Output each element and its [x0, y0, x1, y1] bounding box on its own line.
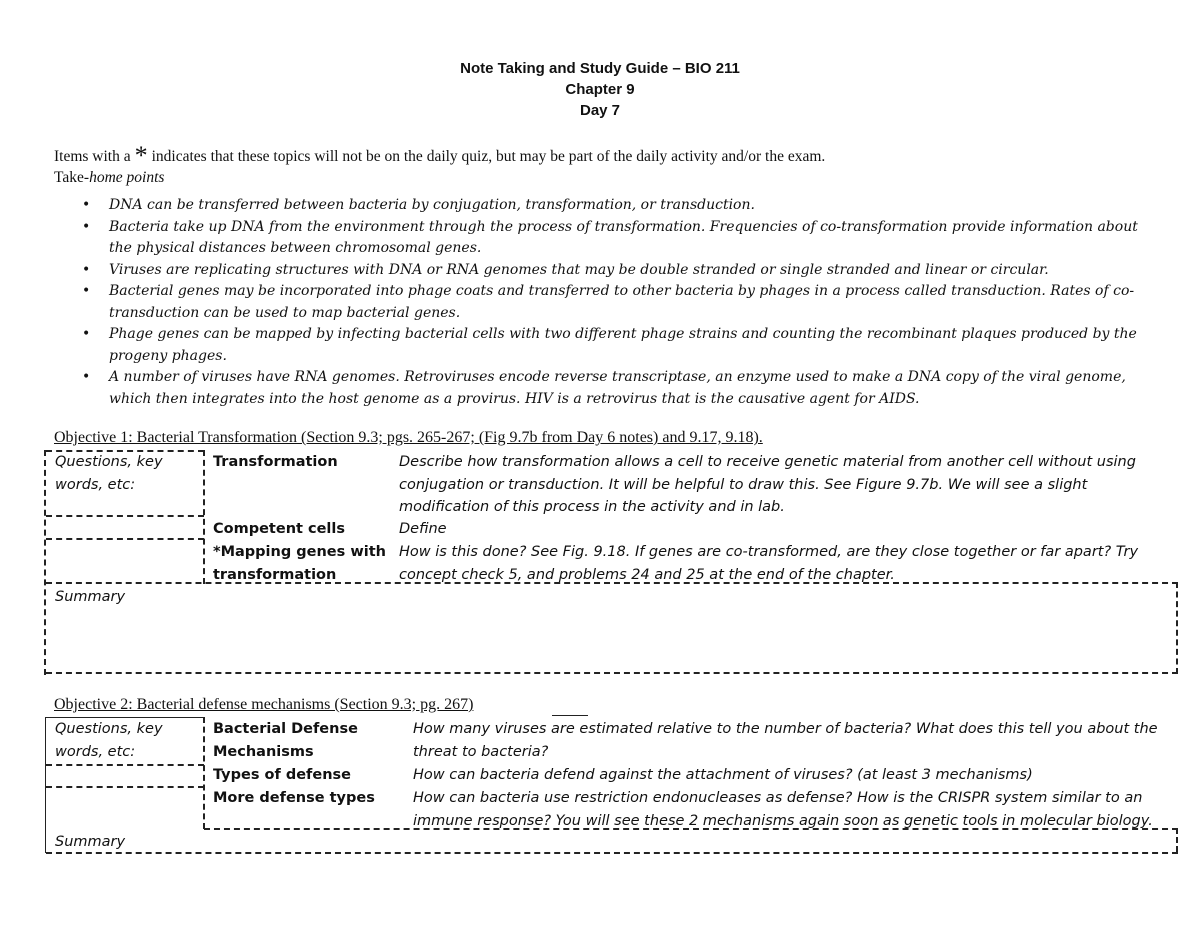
prompt-transformation: Describe how transformation allows a cell to receive genetic material from another cell without using conjugation or transduction. It will be helpful to draw this. See Figure 9.7b. We will see a slight modification of this process in the activity and in lab.	[399, 454, 1136, 515]
list-item: • A number of viruses have RNA genomes. Retroviruses encode reverse transcriptase, an enzyme used to make a DNA copy of the viral genome, which then integrates into the host genome as a provirus. HIV is a retrovirus that is the causative agent for AIDS.	[82, 369, 1126, 407]
header-chapter: Chapter 9	[565, 81, 635, 98]
prompt-more-defense-types: How can bacteria use restriction endonucleases as defense? How is the CRISPR system similar to an immune response? You will see these 2 mechanisms again soon as genetic tools in molecular biology.	[413, 790, 1153, 829]
list-item: • Bacterial genes may be incorporated into phage coats and transferred to other bacteria by phages in a process called transduction. Rates of co-transduction can be used to map bacterial genes.	[82, 283, 1135, 321]
list-item: • DNA can be transferred between bacteria by conjugation, transformation, or transduction.	[80, 195, 1140, 217]
term-bacterial-defense: Bacterial Defense Mechanisms	[213, 721, 358, 760]
prompt-types-of-defense: How can bacteria defend against the attachment of viruses? (at least 3 mechanisms)	[413, 767, 1033, 783]
prompt-bacterial-defense: How many viruses are estimated relative to the number of bacteria? What does this tell you about the threat to bacteria?	[413, 721, 1158, 760]
term-competent-cells: Competent cells	[213, 521, 345, 537]
term-types-of-defense: Types of defense	[213, 767, 351, 783]
list-item: • Viruses are replicating structures with DNA or RNA genomes that may be double stranded or single stranded and linear or circular.	[80, 260, 1140, 282]
document-header	[0, 58, 1200, 121]
term-more-defense-types: More defense types	[213, 790, 375, 806]
takehome-list	[80, 195, 1140, 410]
summary-label: Summary	[55, 589, 126, 605]
intro-suffix: indicates that these topics will not be on the daily quiz, but may be part of the daily activity and/or the exam.	[151, 148, 826, 165]
list-item: • Phage genes can be mapped by infecting bacterial cells with two different phage strains and counting the recombinant plaques produced by the progeny phages.	[82, 326, 1137, 364]
list-item: • Bacteria take up DNA from the environment through the process of transformation. Frequencies of co-transformation provide information about the physical distances between chromosomal genes.	[82, 218, 1138, 256]
bullet-icon: •	[82, 283, 91, 299]
summary-label: Summary	[55, 834, 126, 850]
term-transformation: Transformation	[213, 454, 338, 470]
star-marker: *	[134, 141, 148, 170]
intro-prefix: Items with a	[54, 148, 131, 165]
header-day: Day 7	[579, 102, 621, 119]
objective-1-title: Objective 1: Bacterial Transformation (Section 9.3; pgs. 265-267; (Fig 9.7b from Day 6 notes) and 9.17, 9.18).	[54, 429, 763, 446]
header-title: Note Taking and Study Guide – BIO 211	[460, 60, 740, 77]
bullet-icon: •	[82, 197, 91, 213]
bullet-icon: •	[82, 369, 91, 385]
questions-label: Questions, key words, etc:	[55, 454, 163, 493]
term-mapping-genes: *Mapping genes with transformation	[213, 544, 386, 583]
questions-label: Questions, key words, etc:	[55, 721, 163, 760]
bullet-icon: •	[82, 326, 91, 342]
takehome-heading	[54, 167, 1154, 188]
prompt-competent-cells: Define	[399, 521, 447, 537]
takehome-plain: Take-	[54, 169, 90, 186]
intro-line	[54, 141, 1154, 170]
bullet-icon: •	[82, 261, 91, 278]
takehome-italic: home points	[89, 169, 165, 186]
intro-block	[54, 141, 1154, 188]
bullet-icon: •	[82, 218, 91, 235]
objective-2-title: Objective 2: Bacterial defense mechanisms (Section 9.3; pg. 267)	[54, 696, 474, 713]
prompt-mapping-genes: How is this done? See Fig. 9.18. If genes are co-transformed, are they close together or far apart? Try concept check 5, and problems 24 and 25 at the end of the chapter.	[399, 544, 1139, 583]
